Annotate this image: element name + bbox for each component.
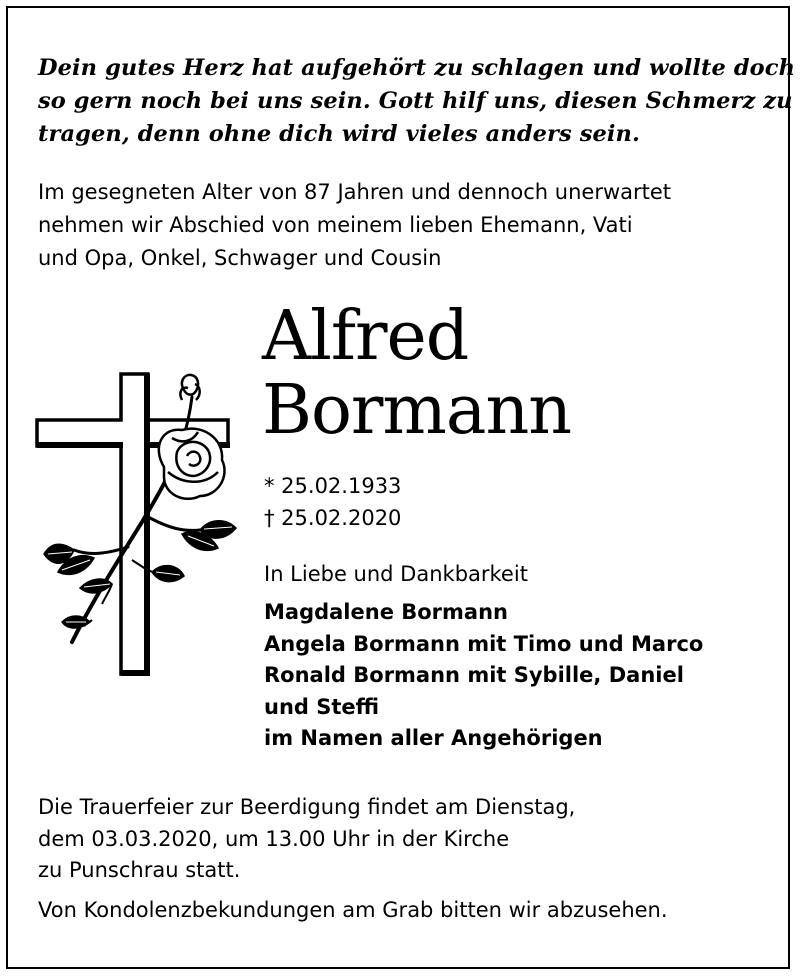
funeral-line: dem 03.03.2020, um 13.00 Uhr in der Kirche [38, 826, 510, 851]
intro-line: Im gesegneten Alter von 87 Jahren und dennoch unerwartet [38, 180, 672, 204]
intro-line: nehmen wir Abschied von meinem lieben Ehemann, Vati [38, 213, 633, 237]
cross-with-rose-icon [32, 372, 242, 692]
funeral-line: Die Trauerfeier zur Beerdigung findet am Dienstag, [38, 795, 576, 819]
verse-line: Dein gutes Herz hat aufgehört zu schlagen und wollte doch [38, 55, 796, 81]
mourner-line: im Namen aller Angehörigen [264, 726, 603, 750]
verse-line: so gern noch bei uns sein. Gott hilf uns, diesen Schmerz zu [38, 88, 793, 114]
mourner-line: Angela Bormann mit Timo und Marco [264, 631, 704, 656]
mourner-line: Ronald Bormann mit Sybille, Daniel [264, 663, 684, 687]
mourners-intro: In Liebe und Dankbarkeit [264, 562, 528, 586]
first-name: Alfred [262, 297, 469, 376]
death-date: † 25.02.2020 [264, 506, 402, 530]
mourners-list [264, 597, 774, 755]
announcement-intro [38, 176, 778, 275]
verse-line: tragen, denn ohne dich wird vieles anders sein. [38, 121, 640, 147]
memorial-verse [38, 52, 796, 151]
funeral-line: zu Punschrau statt. [38, 858, 241, 882]
intro-line: und Opa, Onkel, Schwager und Cousin [38, 246, 442, 270]
birth-date: * 25.02.1933 [264, 474, 402, 498]
mourner-line: Magdalene Bormann [264, 600, 508, 624]
life-dates [264, 470, 401, 534]
last-name: Bormann [262, 371, 572, 450]
deceased-name [262, 297, 572, 450]
funeral-info [38, 792, 778, 887]
mourner-line: und Steffi [264, 694, 380, 719]
condolence-note: Von Kondolenzbekundungen am Grab bitten wir abzusehen. [38, 898, 668, 922]
